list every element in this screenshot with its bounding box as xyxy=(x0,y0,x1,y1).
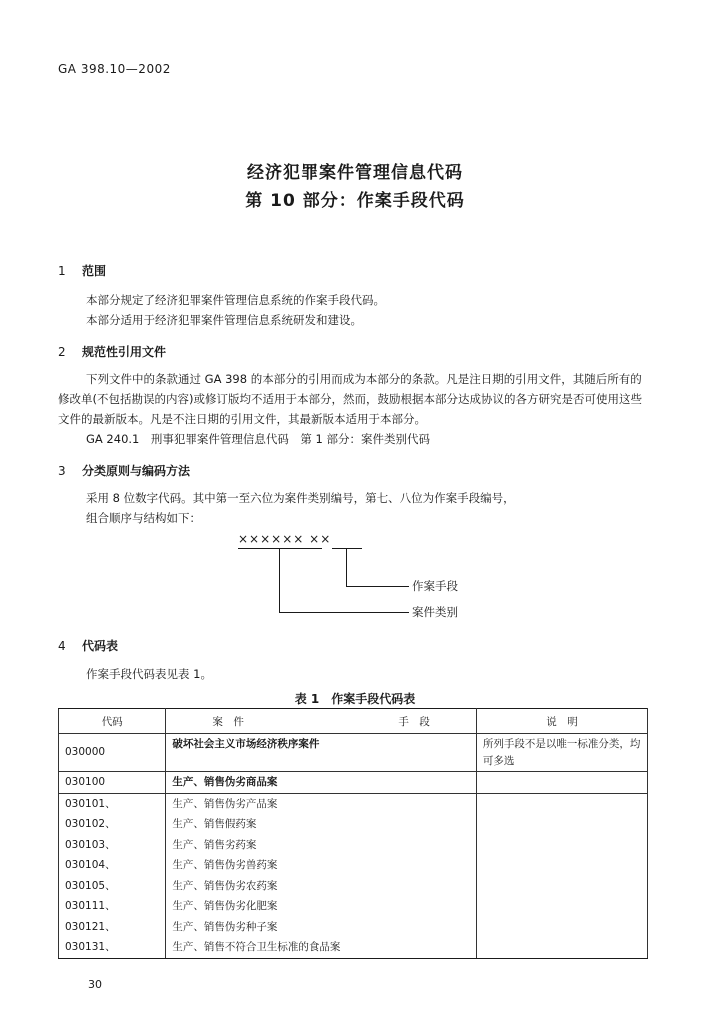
section-1-para-2: 本部分适用于经济犯罪案件管理信息系统研发和建设。 xyxy=(86,313,362,327)
cell-code: 030100 xyxy=(59,772,166,794)
cell-note xyxy=(476,814,647,835)
cell-code: 030111、 xyxy=(59,896,166,917)
category-connector-horizontal xyxy=(279,612,409,613)
section-number: 3 xyxy=(58,464,66,478)
code-table xyxy=(58,708,648,959)
document-subtitle: 第 10 部分：作案手段代码 xyxy=(245,191,465,211)
section-number: 2 xyxy=(58,345,66,359)
cell-note xyxy=(476,937,647,958)
cell-method: 生产、销售伪劣兽药案 xyxy=(166,855,477,876)
table-row xyxy=(59,855,648,876)
section-3-para-1: 采用 8 位数字代码。其中第一至六位为案件类别编号，第七、八位为作案手段编号， xyxy=(86,491,515,505)
section-1-heading xyxy=(58,262,106,279)
cell-code: 030103、 xyxy=(59,835,166,856)
page-header: GA 398.10—2002 xyxy=(58,62,171,76)
method-label: 作案手段 xyxy=(412,579,458,593)
cell-method: 生产、销售伪劣农药案 xyxy=(166,876,477,897)
table-row xyxy=(59,937,648,958)
table-row xyxy=(59,876,648,897)
cell-note xyxy=(476,896,647,917)
section-4-para: 作案手段代码表见表 1。 xyxy=(86,667,212,681)
cell-note xyxy=(476,855,647,876)
header-method-b: 手 段 xyxy=(398,715,430,728)
section-number: 1 xyxy=(58,264,66,278)
section-1-para-1: 本部分规定了经济犯罪案件管理信息系统的作案手段代码。 xyxy=(86,293,385,307)
header-method-a: 案 件 xyxy=(212,715,244,728)
cell-method: 生产、销售劣药案 xyxy=(166,835,477,856)
section-2-reference: GA 240.1 刑事犯罪案件管理信息代码 第 1 部分：案件类别代码 xyxy=(86,432,430,446)
cell-code: 030102、 xyxy=(59,814,166,835)
table-row xyxy=(59,793,648,814)
table-row xyxy=(59,896,648,917)
method-connector-vertical xyxy=(346,549,347,586)
section-3-para-2: 组合顺序与结构如下： xyxy=(86,511,201,525)
category-connector-vertical xyxy=(279,549,280,612)
section-title: 规范性引用文件 xyxy=(82,345,167,359)
cell-method: 生产、销售伪劣化肥案 xyxy=(166,896,477,917)
cell-code: 030131、 xyxy=(59,937,166,958)
cell-code: 030121、 xyxy=(59,917,166,938)
cell-note: 所列手段不是以唯一标准分类，均可多选 xyxy=(476,734,647,772)
structure-code: ×××××× ×× xyxy=(238,532,332,546)
section-2-heading xyxy=(58,343,166,360)
document-title: 经济犯罪案件管理信息代码 xyxy=(247,163,463,183)
cell-method: 生产、销售不符合卫生标准的食品案 xyxy=(166,937,477,958)
table-row xyxy=(59,835,648,856)
method-underline xyxy=(332,548,362,549)
table-caption-title: 作案手段代码表 xyxy=(331,692,416,706)
cell-code: 030101、 xyxy=(59,793,166,814)
cell-method: 生产、销售伪劣商品案 xyxy=(166,772,477,794)
cell-note xyxy=(476,793,647,814)
category-underline xyxy=(238,548,322,549)
table-header-row xyxy=(59,709,648,734)
category-label: 案件类别 xyxy=(412,605,458,619)
cell-code: 030105、 xyxy=(59,876,166,897)
table-row xyxy=(59,772,648,794)
cell-code: 030104、 xyxy=(59,855,166,876)
cell-method: 生产、销售假药案 xyxy=(166,814,477,835)
section-number: 4 xyxy=(58,639,66,653)
table-caption-label: 表 1 xyxy=(294,692,320,706)
page-number: 30 xyxy=(88,978,102,991)
section-4-heading xyxy=(58,637,118,654)
cell-note xyxy=(476,772,647,794)
section-title: 分类原则与编码方法 xyxy=(82,464,191,478)
cell-method: 生产、销售伪劣种子案 xyxy=(166,917,477,938)
cell-note xyxy=(476,917,647,938)
table-row xyxy=(59,734,648,772)
header-method xyxy=(166,709,477,734)
header-code: 代码 xyxy=(59,709,166,734)
section-3-heading xyxy=(58,462,190,479)
table-caption xyxy=(0,690,710,707)
section-title: 范围 xyxy=(82,264,107,278)
cell-code: 030000 xyxy=(59,734,166,772)
section-2-body: 下列文件中的条款通过 GA 398 的本部分的引用而成为本部分的条款。凡是注日期的引用文件，其随后所有的修改单(不包括勘误的内容)或修订版均不适用于本部分，然而，鼓励根据本部分达成协议的各方研究是否可使用这些文件的最新版本。凡是不注日期的引用文件，其最新版本适用于本部分。 xyxy=(58,372,642,426)
cell-note xyxy=(476,876,647,897)
cell-method: 生产、销售伪劣产品案 xyxy=(166,793,477,814)
section-title: 代码表 xyxy=(82,639,119,653)
method-connector-horizontal xyxy=(346,586,409,587)
header-note: 说 明 xyxy=(476,709,647,734)
cell-method: 破坏社会主义市场经济秩序案件 xyxy=(166,734,477,772)
table-row xyxy=(59,814,648,835)
table-row xyxy=(59,917,648,938)
cell-note xyxy=(476,835,647,856)
table-body xyxy=(59,734,648,959)
